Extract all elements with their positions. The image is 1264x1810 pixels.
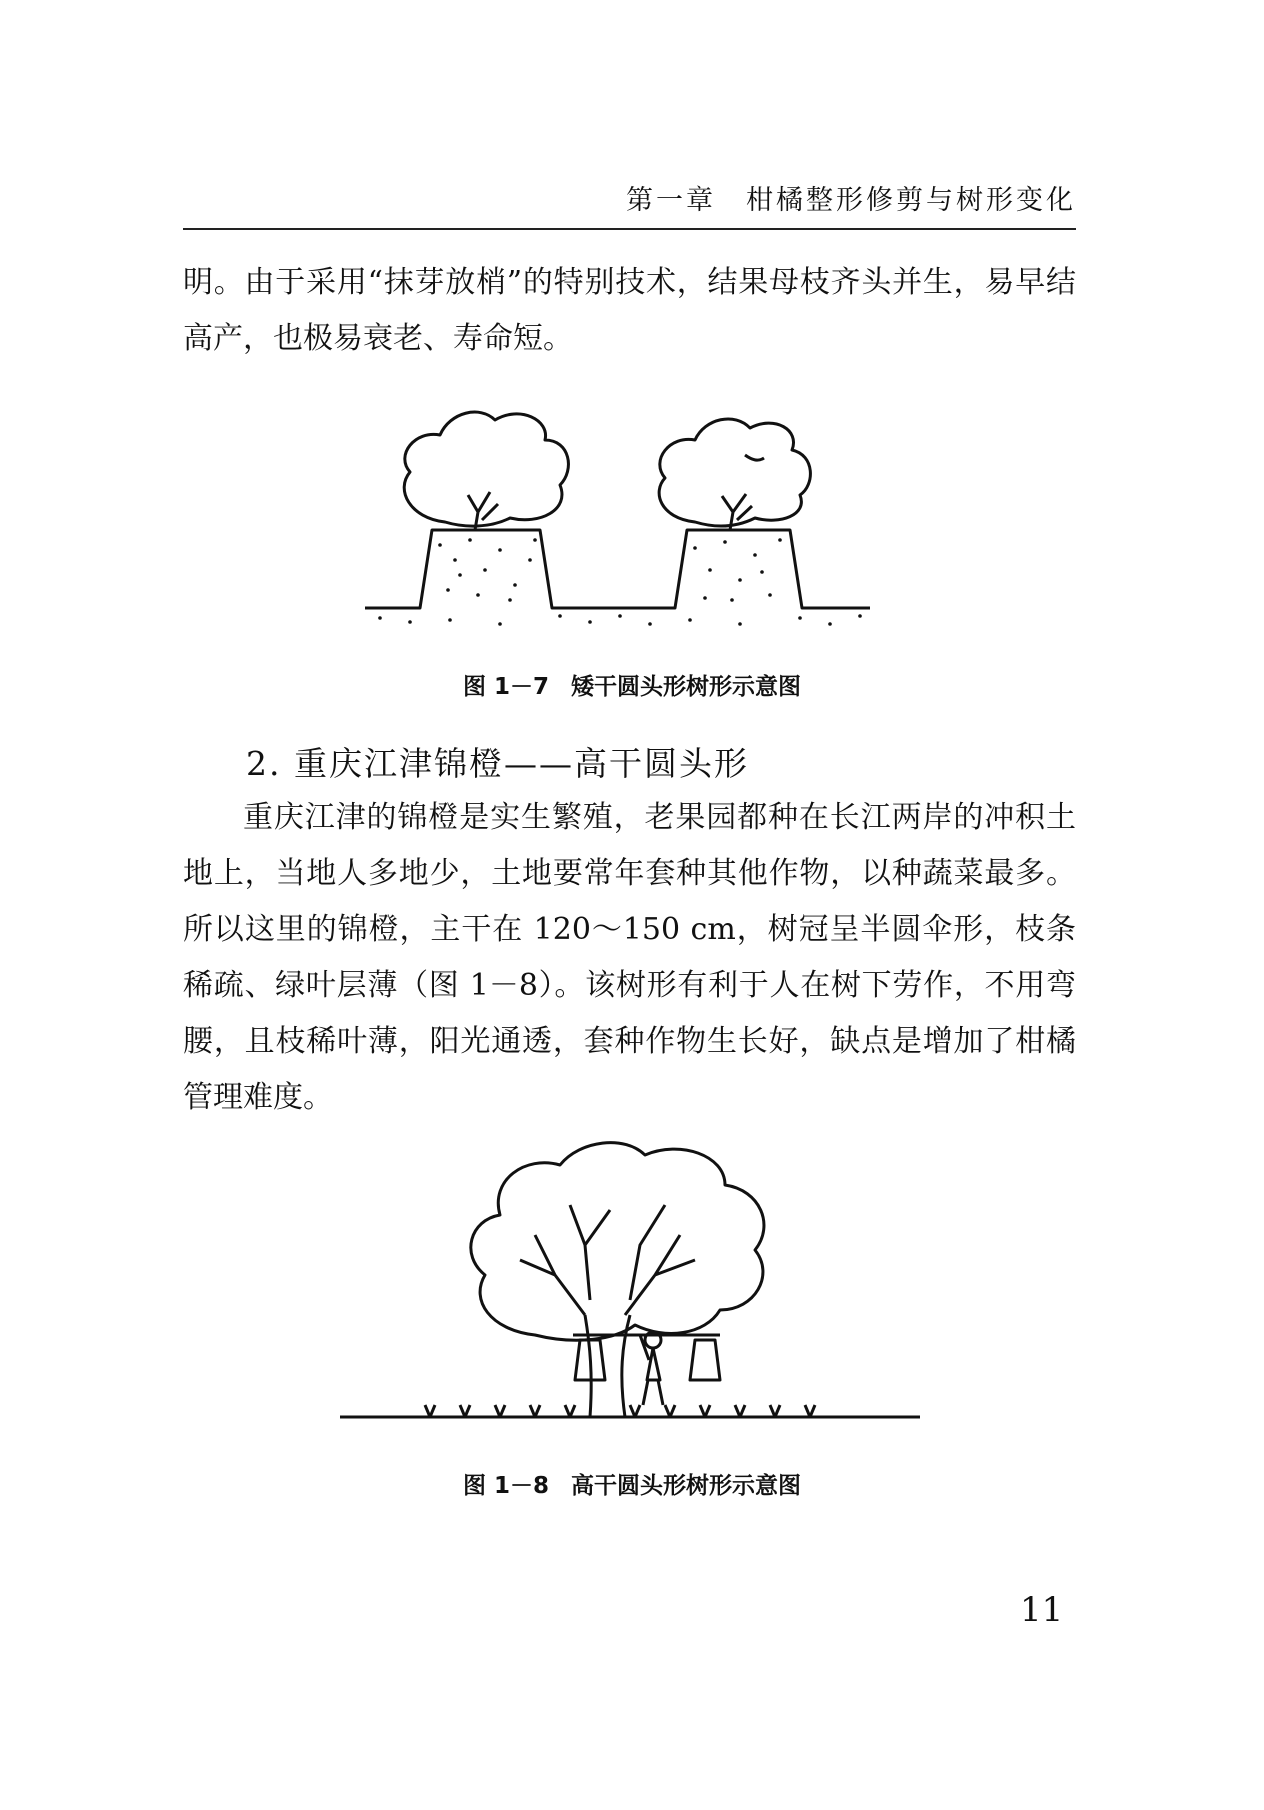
header-rule bbox=[183, 228, 1076, 230]
section-heading: 2. 重庆江津锦橙——高干圆头形 bbox=[246, 744, 749, 783]
paragraph-2: 重庆江津的锦橙是实生繁殖，老果园都种在长江两岸的冲积土地上，当地人多地少，土地要常年套种其他作物，以种蔬菜最多。所以这里的锦橙，主干在 120～150 cm，树冠呈半圆伞形，枝条稀疏、绿叶层薄（图 1－8）。该树形有利于人在树下劳作，不用弯腰，且枝稀叶薄，阳光通透，套种作物生长好，缺点是增加了柑橘管理难度。 bbox=[183, 800, 1076, 1115]
figure-1-8-illustration bbox=[335, 1135, 935, 1435]
running-header: 第一章 柑橘整形修剪与树形变化 bbox=[626, 185, 1076, 216]
figure-1-8-number: 图 1－8 bbox=[462, 1473, 549, 1499]
page-number: 11 bbox=[1020, 1590, 1064, 1630]
figure-1-7-title: 矮干圆头形树形示意图 bbox=[571, 674, 801, 700]
paragraph-1: 明。由于采用“抹芽放梢”的特别技术，结果母枝齐头并生，易早结高产，也极易衰老、寿命短。 bbox=[183, 265, 1076, 356]
figure-1-8-title: 高干圆头形树形示意图 bbox=[571, 1473, 801, 1499]
figure-1-8-caption bbox=[0, 1467, 1264, 1500]
figure-1-7-illustration bbox=[360, 400, 880, 630]
figure-1-7-caption bbox=[0, 668, 1264, 701]
figure-1-7-number: 图 1－7 bbox=[462, 674, 549, 700]
